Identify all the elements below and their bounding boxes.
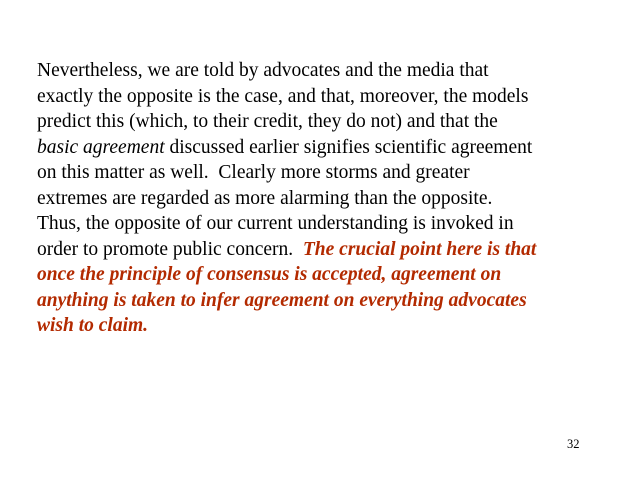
text-line [37,135,607,161]
text-run: discussed earlier signifies scientific agreement [164,136,533,158]
text-line [37,313,607,339]
emphasis-text: The crucial point here is that [302,238,537,260]
text-run: order to promote public concern. [37,238,303,260]
text-line [37,160,607,186]
text-line [37,109,607,135]
text-line [37,262,607,288]
emphasis-text: once the principle of consensus is accepted, agreement on [37,264,502,285]
text-line [37,84,607,110]
text-line [37,58,607,84]
text-run: Nevertheless, we are told by advocates and the media that [37,60,489,81]
text-run: exactly the opposite is the case, and that, moreover, the models [37,85,529,107]
italic-term: basic agreement [37,136,165,158]
text-run: on this matter as well. Clearly more storms and greater [37,162,470,183]
text-run: Thus, the opposite of our current understanding is invoked in [37,213,514,234]
slide-body [37,58,607,339]
emphasis-text: anything is taken to infer agreement on everything advocates [37,289,527,311]
page-number: 32 [567,437,580,451]
text-line [37,288,607,314]
emphasis-text: wish to claim. [37,315,149,336]
text-line [37,211,607,237]
text-run: predict this (which, to their credit, they do not) and that the [37,111,498,132]
text-line [37,237,607,263]
text-run: extremes are regarded as more alarming than the opposite. [37,187,493,209]
text-line [37,186,607,212]
